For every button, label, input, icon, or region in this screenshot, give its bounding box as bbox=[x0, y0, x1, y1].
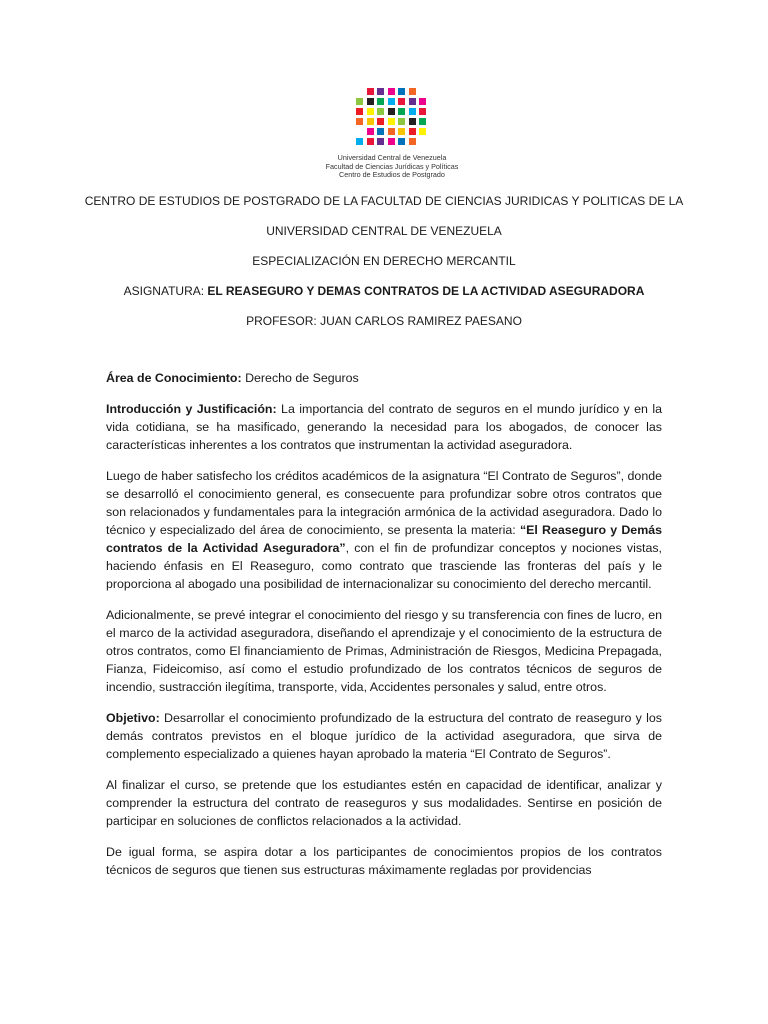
document-body bbox=[106, 369, 662, 892]
logo-square bbox=[367, 88, 374, 95]
area-label: Área de Conocimiento: bbox=[106, 371, 242, 385]
logo-color-grid-icon bbox=[356, 88, 428, 148]
logo-square bbox=[409, 98, 416, 105]
logo-square bbox=[388, 108, 395, 115]
logo-square bbox=[367, 108, 374, 115]
logo-square bbox=[377, 138, 384, 145]
logo-square bbox=[409, 128, 416, 135]
logo-square bbox=[356, 108, 363, 115]
objective-paragraph bbox=[106, 709, 662, 763]
logo-square bbox=[356, 98, 363, 105]
heading-subject bbox=[60, 284, 708, 298]
logo-square bbox=[398, 88, 405, 95]
logo-square bbox=[419, 118, 426, 125]
logo-square bbox=[377, 108, 384, 115]
p2-part-2: , con el fin de profundizar conceptos y nociones vistas, haciendo énfasis en El Reaseguro, como contrato que trasciende las fronteras del país y le proporciona al abogado una posibilidad de internacionalizar su conocimiento del derecho mercantil. bbox=[106, 541, 662, 591]
logo-square bbox=[398, 98, 405, 105]
logo-square bbox=[409, 108, 416, 115]
logo-square bbox=[398, 108, 405, 115]
intro-label: Introducción y Justificación: bbox=[106, 402, 277, 416]
logo-square bbox=[388, 88, 395, 95]
area-paragraph bbox=[106, 369, 662, 387]
objective-value: Desarrollar el conocimiento profundizado de la estructura del contrato de reaseguro y los demás contratos previstos en el bloque jurídico de la actividad aseguradora, que sirva de complemento especializado a quienes hayan aprobado la materia “El Contrato de Seguros”. bbox=[106, 711, 662, 761]
heading-university: UNIVERSIDAD CENTRAL DE VENEZUELA bbox=[266, 224, 502, 238]
intro-paragraph bbox=[106, 400, 662, 454]
logo-line-3: Centro de Estudios de Postgrado bbox=[339, 170, 445, 180]
logo-square bbox=[377, 118, 384, 125]
logo-square bbox=[377, 98, 384, 105]
logo-square bbox=[377, 128, 384, 135]
subject-value: EL REASEGURO Y DEMAS CONTRATOS DE LA ACTIVIDAD ASEGURADORA bbox=[204, 284, 645, 298]
logo-square bbox=[388, 118, 395, 125]
logo-caption bbox=[322, 154, 462, 180]
logo-square bbox=[419, 128, 426, 135]
logo-square bbox=[419, 98, 426, 105]
logo-square bbox=[398, 138, 405, 145]
paragraph-5: Al finalizar el curso, se pretende que los estudiantes estén en capacidad de identificar, analizar y comprender la estructura del contrato de reaseguros y sus modalidades. Sentirse en posición de participar en soluciones de conflictos relacionados a la actividad. bbox=[106, 778, 662, 828]
logo-square bbox=[388, 128, 395, 135]
p2-bold: “El Reaseguro y Demás contratos de la Actividad Aseguradora” bbox=[106, 523, 662, 555]
heading-center-name: CENTRO DE ESTUDIOS DE POSTGRADO DE LA FACULTAD DE CIENCIAS JURIDICAS Y POLITICAS DE LA bbox=[84, 194, 684, 208]
paragraph-2 bbox=[106, 467, 662, 593]
p2-part-1: Luego de haber satisfecho los créditos académicos de la asignatura “El Contrato de Seguros”, donde se desarrolló el conocimiento general, es consecuente para profundizar sobre otros contratos que son relacionados y fundamentales para la integración armónica de la actividad aseguradora. Dado lo técnico y especializado del área de conocimiento, se presenta la materia: bbox=[106, 469, 662, 537]
logo-square bbox=[356, 118, 363, 125]
logo-square bbox=[409, 118, 416, 125]
subject-label: ASIGNATURA: bbox=[123, 284, 205, 298]
logo-square bbox=[409, 88, 416, 95]
objective-label: Objetivo: bbox=[106, 711, 160, 725]
intro-value: La importancia del contrato de seguros en el mundo jurídico y en la vida cotidiana, se ha masificado, generando la necesidad para los abogados, de conocer las características inherentes a los contratos que instrumentan la actividad aseguradora. bbox=[106, 402, 662, 452]
paragraph-6: De igual forma, se aspira dotar a los participantes de conocimientos propios de los contratos técnicos de seguros que tienen sus estructuras máximamente regladas por providencias bbox=[106, 845, 662, 877]
logo-square bbox=[377, 88, 384, 95]
logo-square bbox=[367, 138, 374, 145]
logo-square bbox=[356, 138, 363, 145]
logo-square bbox=[398, 118, 405, 125]
area-value: Derecho de Seguros bbox=[241, 371, 359, 385]
logo-square bbox=[398, 128, 405, 135]
heading-specialization: ESPECIALIZACIÓN EN DERECHO MERCANTIL bbox=[252, 254, 516, 268]
logo-square bbox=[367, 118, 374, 125]
logo-square bbox=[388, 138, 395, 145]
paragraph-3: Adicionalmente, se prevé integrar el conocimiento del riesgo y su transferencia con fines de lucro, en el marco de la actividad aseguradora, diseñando el aprendizaje y el conocimiento de la estructura de otros contratos, como El financiamiento de Primas, Administración de Riesgos, Medicina Prepagada, Fianza, Fideicomiso, así como el estudio profundizado de los contratos técnicos de seguros de incendio, sustracción ilegítima, transporte, vida, Accidentes personales y salud, entre otros. bbox=[106, 608, 662, 694]
logo-line-2: Facultad de Ciencias Jurídicas y Políticas bbox=[325, 161, 459, 171]
logo-square bbox=[388, 98, 395, 105]
university-logo bbox=[322, 88, 462, 193]
logo-square bbox=[367, 98, 374, 105]
logo-square bbox=[367, 128, 374, 135]
logo-line-1: Universidad Central de Venezuela bbox=[337, 153, 447, 162]
logo-square bbox=[409, 138, 416, 145]
heading-professor: PROFESOR: JUAN CARLOS RAMIREZ PAESANO bbox=[246, 314, 522, 328]
logo-square bbox=[419, 108, 426, 115]
